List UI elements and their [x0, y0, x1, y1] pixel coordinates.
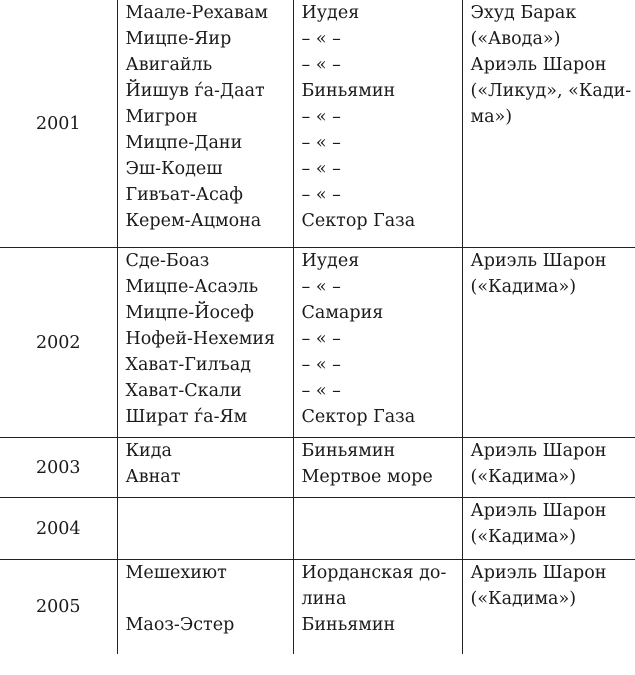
region-name: – « – — [301, 329, 341, 349]
region-name: Иудея — [301, 251, 360, 271]
settlement-names-cell — [117, 498, 293, 560]
region-name: Биньямин — [301, 81, 396, 101]
region-name: Иорданская до- — [301, 563, 447, 583]
region-name: – « – — [301, 355, 341, 375]
region-name: Биньямин — [301, 441, 396, 461]
region-cell — [293, 0, 462, 248]
settlement-name: Хават-Гилъад — [125, 355, 251, 375]
blank-line — [126, 586, 293, 612]
table-row — [0, 560, 635, 655]
prime-minister-line: («Ликуд», «Кади- — [470, 81, 632, 101]
prime-minister-line: Ариэль Шарон — [470, 441, 607, 461]
settlement-name: Нофей-Нехемия — [125, 329, 276, 349]
year-cell: 2003 — [0, 438, 117, 498]
region-name: – « – — [301, 277, 341, 297]
settlement-names-cell — [117, 0, 293, 248]
prime-minister-cell — [462, 248, 635, 438]
prime-minister-cell — [462, 438, 635, 498]
settlement-name: Хават-Скали — [125, 381, 242, 401]
prime-minister-line: («Авода») — [470, 29, 561, 49]
prime-minister-line: («Кадима») — [470, 527, 577, 547]
prime-minister-line: («Кадима») — [470, 277, 577, 297]
year-cell: 2001 — [0, 0, 117, 248]
settlement-name: Керем-Ацмона — [125, 211, 262, 231]
region-name: Иудея — [301, 3, 360, 23]
region-name: Сектор Газа — [301, 211, 416, 231]
region-name: – « – — [301, 107, 341, 127]
settlement-name: Маоз-Эстер — [125, 615, 235, 635]
prime-minister-cell — [462, 0, 635, 248]
table-row — [0, 438, 635, 498]
settlement-name: Мицпе-Дани — [125, 133, 243, 153]
prime-minister-cell — [462, 498, 635, 560]
table-row — [0, 248, 635, 438]
settlement-name: Мицпе-Асаэль — [125, 277, 259, 297]
prime-minister-line: Ариэль Шарон — [470, 501, 607, 521]
region-name: Сектор Газа — [301, 407, 416, 427]
region-cell — [293, 560, 462, 655]
region-name: Самария — [301, 303, 384, 323]
settlement-name: Мешехиют — [125, 563, 227, 583]
region-name: Мертвое море — [301, 467, 433, 487]
region-name: – « – — [301, 159, 341, 179]
year-cell: 2002 — [0, 248, 117, 438]
settlement-name: Мицпе-Яир — [125, 29, 232, 49]
table-row — [0, 0, 635, 248]
prime-minister-cell — [462, 560, 635, 655]
settlement-name: Йишув ѓа-Даат — [125, 81, 265, 101]
region-name: – « – — [301, 381, 341, 401]
prime-minister-line: («Кадима») — [470, 467, 577, 487]
prime-minister-line: Ариэль Шарон — [470, 251, 607, 271]
region-name: – « – — [301, 185, 341, 205]
region-cell — [293, 438, 462, 498]
settlement-name: Маале-Рехавам — [125, 3, 269, 23]
region-cell — [293, 248, 462, 438]
table-row — [0, 498, 635, 560]
prime-minister-line: Ариэль Шарон — [470, 55, 607, 75]
settlement-name: Шират ѓа-Ям — [125, 407, 248, 427]
settlement-name: Мигрон — [125, 107, 198, 127]
region-cell — [293, 498, 462, 560]
prime-minister-line: («Кадима») — [470, 589, 577, 609]
settlement-name: Гивъат-Асаф — [125, 185, 243, 205]
settlement-names-cell — [117, 248, 293, 438]
settlement-name: Эш-Кодеш — [125, 159, 223, 179]
year-cell: 2004 — [0, 498, 117, 560]
settlement-name: Мицпе-Йосеф — [125, 303, 254, 323]
region-name: Биньямин — [301, 615, 396, 635]
region-name: – « – — [301, 55, 341, 75]
region-name: лина — [301, 589, 347, 609]
region-name: – « – — [301, 29, 341, 49]
settlement-name: Авигайль — [125, 55, 213, 75]
year-cell: 2005 — [0, 560, 117, 655]
settlement-name: Сде-Боаз — [125, 251, 210, 271]
prime-minister-line: Ариэль Шарон — [470, 563, 607, 583]
settlement-names-cell — [117, 560, 293, 655]
settlement-name: Авнат — [125, 467, 181, 487]
settlement-names-cell — [117, 438, 293, 498]
prime-minister-line: ма») — [470, 107, 513, 127]
region-name: – « – — [301, 133, 341, 153]
prime-minister-line: Эхуд Барак — [470, 3, 577, 23]
settlement-name: Кида — [125, 441, 172, 461]
